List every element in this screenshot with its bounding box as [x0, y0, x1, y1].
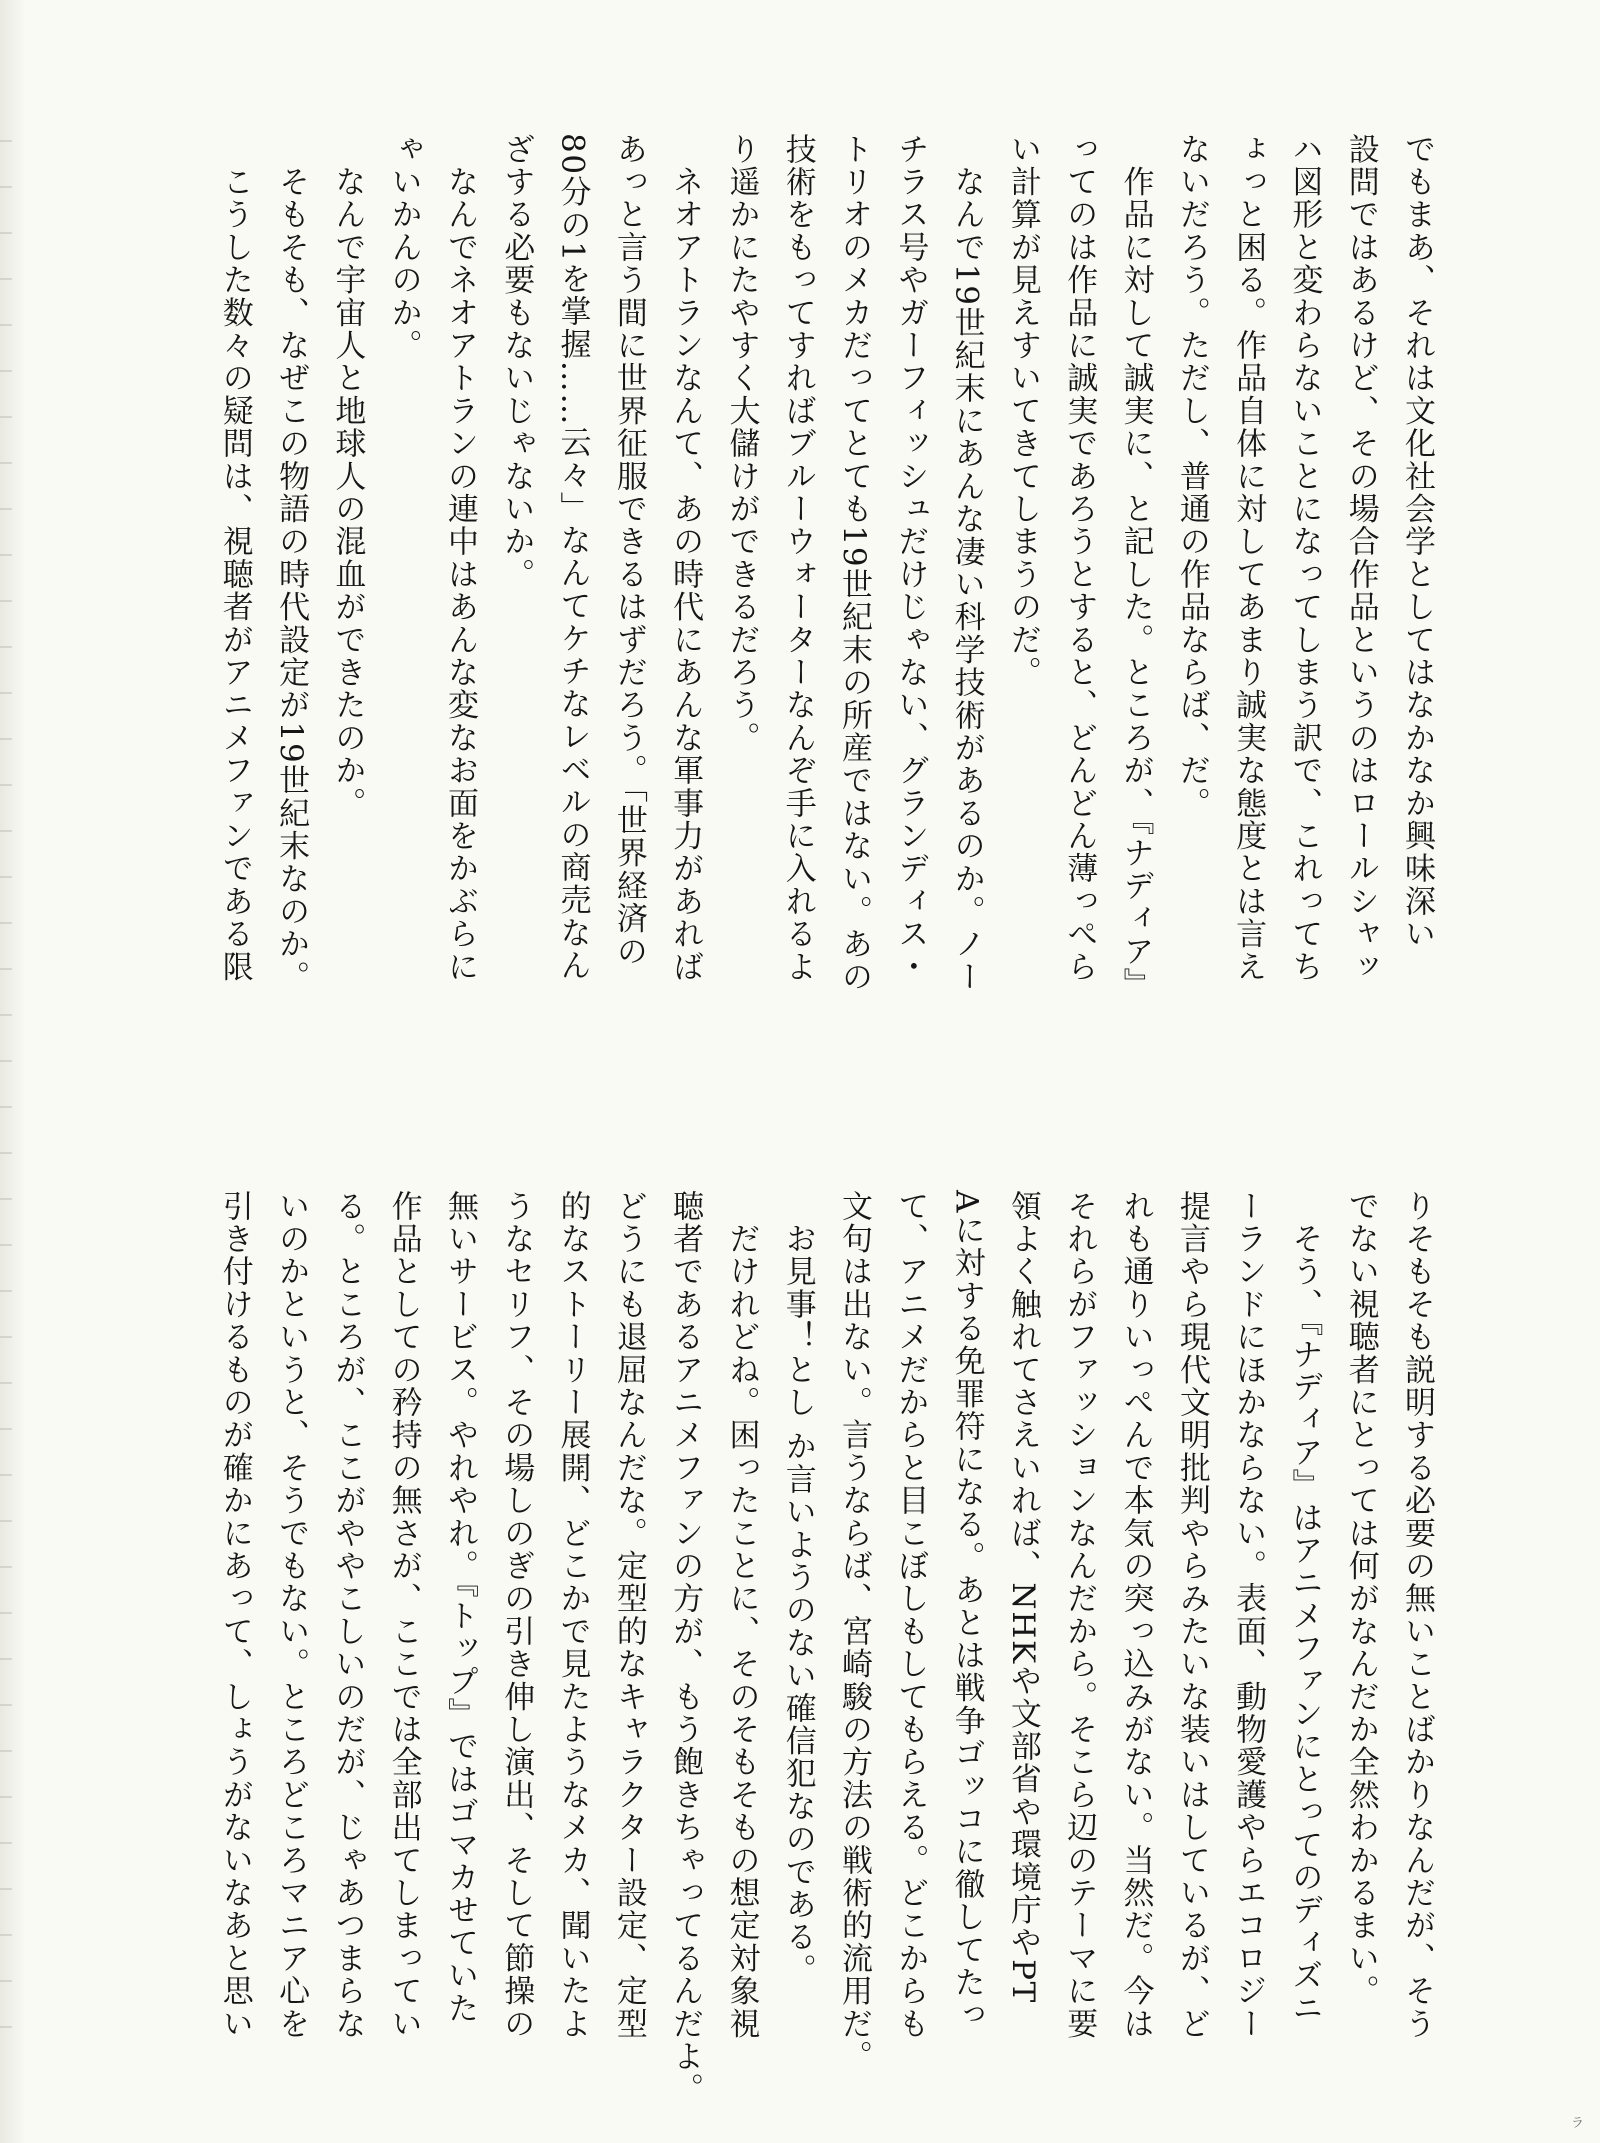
lower-text-line: ーランドにほかならない。表面、動物愛護やらエコロジー: [1230, 1190, 1267, 2041]
upper-text-block: [216, 133, 1445, 1063]
upper-text-line: なんでネオアトランの連中はあんな変なお面をかぶらに: [441, 133, 478, 984]
lower-text-line: 引き付けるものが確かにあって、しょうがないなあと思い: [216, 1190, 253, 2041]
lower-text-line: りそもそも説明する必要の無いことばかりなんだが、そう: [1399, 1190, 1435, 2041]
upper-text-line: 技術をもってすればブルーウォーターなんぞ手に入れるよ: [779, 133, 816, 984]
lower-text-line: どうにも退屈なんだな。定型的なキャラクター設定、定型: [610, 1190, 647, 2041]
upper-text-line: ないだろう。ただし、普通の作品ならば、だ。: [1173, 133, 1210, 820]
lower-text-line: 的なストーリー展開、どこかで見たようなメカ、聞いたよ: [554, 1190, 591, 2041]
lower-text-line: そう、『ナディア』はアニメファンにとってのディズニ: [1286, 1190, 1323, 2025]
upper-text-line: 設問ではあるけど、その場合作品というのはロールシャッ: [1342, 133, 1379, 984]
lower-text-line: だけれどね。困ったことに、そのそもそもの想定対象視: [723, 1190, 760, 2041]
upper-text-line: あっと言う間に世界征服できるはずだろう。「世界経済の: [610, 133, 647, 968]
lower-text-line: れも通りいっぺんで本気の突っ込みがない。当然だ。今は: [1117, 1190, 1154, 2041]
lower-text-line: 提言やら現代文明批判やらみたいな装いはしているが、ど: [1173, 1190, 1210, 2041]
binding-marks: [0, 140, 12, 2040]
upper-text-line: 80分の1を掌握……云々」なんてケチなレベルの商売なん: [554, 133, 591, 983]
lower-text-line: 領よく触れてさえいれば、NHKや文部省や環境庁やPT: [1004, 1190, 1041, 2005]
upper-text-line: チラス号やガーフィッシュだけじゃない、グランディス・: [892, 133, 929, 984]
upper-text-line: ネオアトランなんて、あの時代にあんな軍事力があれば: [667, 133, 704, 984]
lower-text-line: それらがファッションなんだから。そこら辺のテーマに要: [1061, 1190, 1098, 2041]
upper-text-line: なんで宇宙人と地球人の混血ができたのか。: [329, 133, 366, 820]
lower-text-line: でない視聴者にとっては何がなんだか全然わかるまい。: [1342, 1190, 1379, 2008]
upper-text-line: トリオのメカだってとても19世紀末の所産ではない。あの: [836, 133, 873, 994]
upper-text-line: 作品に対して誠実に、と記した。ところが、『ナディア』: [1117, 133, 1154, 1001]
upper-text-line: でもまあ、それは文化社会学としてはなかなか興味深い: [1399, 133, 1435, 951]
lower-text-line: お見事！とし か言いようのない確信犯なのである。: [779, 1190, 816, 1987]
upper-text-line: なんで19世紀末にあんな凄い科学技術があるのか。ノー: [948, 133, 985, 994]
upper-text-line: り遥かにたやすく大儲けができるだろう。: [723, 133, 760, 755]
lower-text-line: て、アニメだからと目こぼしもしてもらえる。どこからも: [892, 1190, 929, 2041]
lower-text-line: 作品としての矜持の無さが、ここでは全部出てしまってい: [385, 1190, 422, 2041]
upper-text-line: ゃいかんのか。: [385, 133, 422, 362]
lower-text-line: 文句は出ない。言うならば、宮崎駿の方法の戦術的流用だ。: [836, 1190, 873, 2073]
lower-text-line: 無いサービス。やれやれ。『トップ』ではゴマカせていた: [441, 1190, 478, 2025]
lower-text-line: うなセリフ、その場しのぎの引き伸し演出、そして節操の: [498, 1190, 535, 2041]
upper-text-line: そもそも、なぜこの物語の時代設定が19世紀末なのか。: [273, 133, 310, 994]
lower-text-line: いのかというと、そうでもない。ところどころマニア心を: [273, 1190, 310, 2041]
upper-text-line: い計算が見えすいてきてしまうのだ。: [1004, 133, 1041, 689]
upper-text-line: こうした数々の疑問は、視聴者がアニメファンである限: [216, 133, 253, 984]
lower-text-line: る。ところが、ここがややこしいのだが、じゃあつまらな: [329, 1190, 366, 2041]
corner-mark: ラ: [1570, 2116, 1584, 2131]
lower-text-line: Aに対する免罪符になる。あとは戦争ゴッコに徹してたっ: [948, 1190, 985, 2032]
upper-text-line: ハ図形と変わらないことになってしまう訳で、これってち: [1286, 133, 1323, 984]
upper-text-line: ざする必要もないじゃないか。: [498, 133, 535, 591]
lower-text-block: [216, 1190, 1445, 2120]
upper-text-line: ってのは作品に誠実であろうとすると、どんどん薄っぺら: [1061, 133, 1098, 984]
upper-text-line: ょっと困る。作品自体に対してあまり誠実な態度とは言え: [1230, 133, 1267, 984]
lower-text-line: 聴者であるアニメファンの方が、もう飽きちゃってるんだよ。: [667, 1190, 704, 2106]
